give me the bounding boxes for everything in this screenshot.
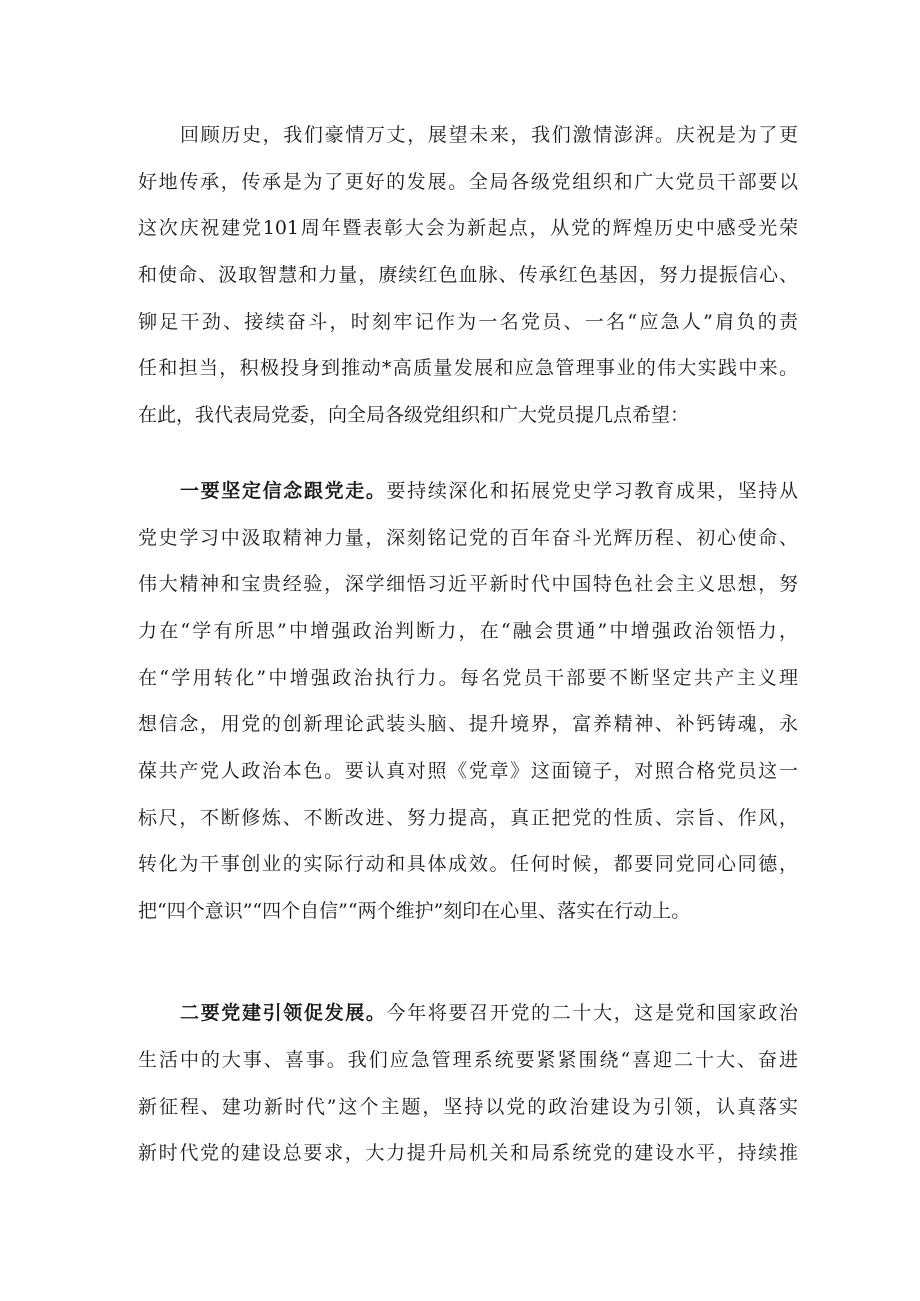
paragraph-1-line-3: 这次庆祝建党101周年暨表彰大会为新起点，从党的辉煌历史中感受光荣 <box>138 217 798 239</box>
paragraph-3-line-1-text: 今年将要召开党的二十大，这是党和国家政治 <box>386 1002 798 1024</box>
paragraph-2-line-2: 党史学习中汲取精神力量，深刻铭记党的百年奋斗光辉历程、初心使命、 <box>138 527 798 549</box>
paragraph-3-heading: 二要党建引领促发展。 <box>180 1002 387 1024</box>
paragraph-3-line-4: 新时代党的建设总要求，大力提升局机关和局系统党的建设水平，持续推 <box>138 1142 798 1164</box>
paragraph-2-line-8: 标尺，不断修炼、不断改进、努力提高，真正把党的性质、宗旨、作风， <box>138 807 798 829</box>
paragraph-2-line-10: 把“四个意识”“四个自信”“两个维护”刻印在心里、落实在行动上。 <box>138 900 691 922</box>
paragraph-2-line-6: 想信念，用党的创新理论武装头脑、提升境界，富养精神、补钙铸魂，永 <box>138 713 798 735</box>
paragraph-2-line-7: 葆共产党人政治本色。要认真对照《党章》这面镜子，对照合格党员这一 <box>138 760 798 782</box>
paragraph-1-line-7: 在此，我代表局党委，向全局各级党组织和广大党员提几点希望： <box>138 404 690 426</box>
paragraph-1-line-1: 回顾历史，我们豪情万丈，展望未来，我们激情澎湃。庆祝是为了更 <box>180 124 798 146</box>
paragraph-2-line-9: 转化为干事创业的实际行动和具体成效。任何时候，都要同党同心同德， <box>138 853 798 875</box>
paragraph-2-line-1 <box>180 474 798 508</box>
paragraph-1-line-5: 铆足干劲、接续奋斗，时刻牢记作为一名党员、一名“应急人”肩负的责 <box>138 311 798 333</box>
paragraph-1-line-2: 好地传承，传承是为了更好的发展。全局各级党组织和广大党员干部要以 <box>138 171 798 193</box>
paragraph-3-line-2: 生活中的大事、喜事。我们应急管理系统要紧紧围绕“喜迎二十大、奋进 <box>138 1049 798 1071</box>
paragraph-3-line-5 <box>138 1183 798 1217</box>
paragraph-2-line-5: 在“学用转化”中增强政治执行力。每名党员干部要不断坚定共产主义理 <box>138 667 798 689</box>
paragraph-3-line-1 <box>180 996 798 1030</box>
paragraph-2-line-3: 伟大精神和宝贵经验，深学细悟习近平新时代中国特色社会主义思想，努 <box>138 573 798 595</box>
paragraph-3-line-3: 新征程、建功新时代”这个主题，坚持以党的政治建设为引领，认真落实 <box>138 1096 798 1118</box>
paragraph-1-line-4: 和使命、汲取智慧和力量，赓续红色血脉、传承红色基因，努力提振信心、 <box>138 264 798 286</box>
paragraph-1-line-6: 任和担当，积极投身到推动*高质量发展和应急管理事业的伟大实践中来。 <box>138 357 798 379</box>
paragraph-2-line-1-text: 要持续深化和拓展党史学习教育成果，坚持从 <box>386 480 798 502</box>
paragraph-2-line-4: 力在“学有所思”中增强政治判断力，在“融会贯通”中增强政治领悟力， <box>138 620 798 642</box>
paragraph-2-heading: 一要坚定信念跟党走。 <box>180 480 387 502</box>
